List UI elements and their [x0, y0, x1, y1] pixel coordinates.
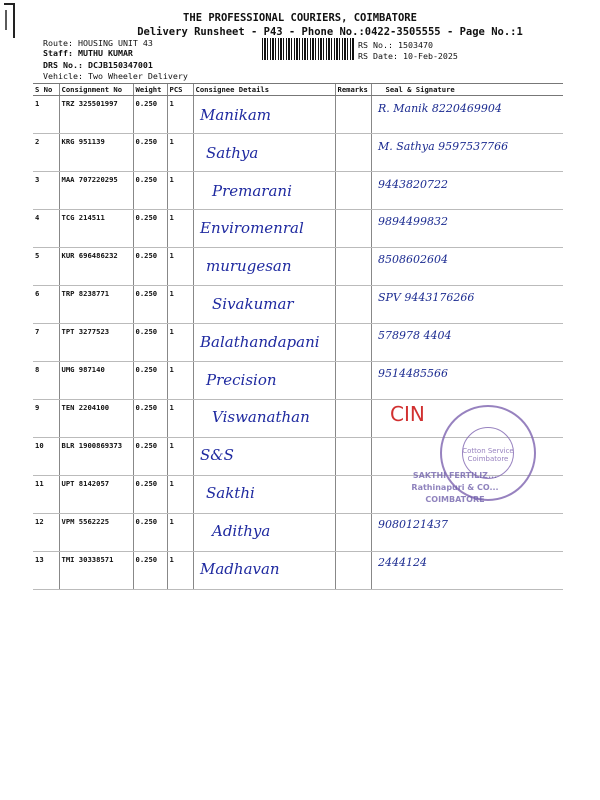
- cell-pcs: 1: [167, 438, 193, 476]
- handwritten-signature: 2444124: [378, 555, 427, 569]
- cell-pcs: 1: [167, 134, 193, 172]
- cell-weight: 0.250: [133, 552, 167, 590]
- handwritten-signature: M. Sathya 9597537766: [378, 139, 509, 153]
- cell-consignment: KRG 951139: [59, 134, 133, 172]
- col-weight: Weight: [133, 84, 167, 96]
- handwritten-signature: 9514485566: [378, 366, 448, 380]
- handwritten-consignee: Madhavan: [200, 559, 280, 578]
- company-title: THE PROFESSIONAL COURIERS, COIMBATORE: [183, 12, 417, 24]
- cell-remarks: [335, 286, 371, 324]
- handwritten-consignee: S&S: [200, 446, 234, 465]
- cell-weight: 0.250: [133, 96, 167, 134]
- cell-pcs: 1: [167, 248, 193, 286]
- round-seal-text: Cotton Service Coimbatore: [462, 447, 514, 463]
- cell-pcs: 1: [167, 476, 193, 514]
- cell-consignment: TRZ 325501997: [59, 96, 133, 134]
- cell-weight: 0.250: [133, 172, 167, 210]
- cell-consignment: TPT 3277523: [59, 324, 133, 362]
- rubber-stamp: [370, 470, 540, 525]
- cin-mark: CIN: [390, 402, 425, 426]
- col-seal: Seal & Signature: [371, 84, 563, 96]
- cell-sno: 9: [33, 400, 59, 438]
- vehicle-value: Two Wheeler Delivery: [87, 71, 188, 81]
- cell-pcs: 1: [167, 514, 193, 552]
- cell-remarks: [335, 400, 371, 438]
- cell-sno: 7: [33, 324, 59, 362]
- rs-no-value: 1503470: [397, 40, 433, 50]
- cell-remarks: [335, 362, 371, 400]
- barcode: [262, 38, 354, 60]
- handwritten-signature: R. Manik 8220469904: [378, 102, 502, 115]
- cell-weight: 0.250: [133, 438, 167, 476]
- cell-consignment: VPM 5562225: [59, 514, 133, 552]
- cell-consignment: KUR 696486232: [59, 248, 133, 286]
- cell-pcs: 1: [167, 552, 193, 590]
- cell-sno: 12: [33, 514, 59, 552]
- rs-no-line: [358, 40, 433, 50]
- cell-pcs: 1: [167, 96, 193, 134]
- handwritten-signature: SPV 9443176266: [378, 291, 475, 304]
- handwritten-consignee: Precision: [206, 370, 277, 389]
- handwritten-signature: 578978 4404: [378, 328, 452, 342]
- route-line: [43, 38, 153, 48]
- table-header-row: [33, 84, 563, 96]
- handwritten-consignee: Enviromenral: [200, 219, 304, 238]
- cell-sno: 5: [33, 248, 59, 286]
- cell-weight: 0.250: [133, 400, 167, 438]
- cell-pcs: 1: [167, 362, 193, 400]
- col-sno: S No: [33, 84, 59, 96]
- rs-no-label: RS No.:: [358, 40, 393, 50]
- cell-pcs: 1: [167, 400, 193, 438]
- cell-weight: 0.250: [133, 514, 167, 552]
- rubber-stamp-line-1: SAKTHI FERTILIZ...: [412, 471, 498, 480]
- rubber-stamp-line-3: COIMBATORE: [425, 495, 485, 504]
- cell-remarks: [335, 324, 371, 362]
- cell-sno: 1: [33, 96, 59, 134]
- staff-value: MUTHU KUMAR: [77, 48, 133, 58]
- cell-remarks: [335, 96, 371, 134]
- handwritten-consignee: Premarani: [212, 181, 292, 200]
- rubber-stamp-line-2: Rathinapuri & CO...: [411, 483, 499, 492]
- cell-consignment: TEN 2204100: [59, 400, 133, 438]
- cell-consignment: TCG 214511: [59, 210, 133, 248]
- cell-pcs: 1: [167, 210, 193, 248]
- cell-sno: 13: [33, 552, 59, 590]
- table-row: [33, 248, 563, 286]
- handwritten-consignee: Viswanathan: [212, 408, 310, 427]
- cell-remarks: [335, 248, 371, 286]
- cell-consignment: BLR 1900869373: [59, 438, 133, 476]
- cell-consignment: UPT 8142057: [59, 476, 133, 514]
- handwritten-signature: 9443820722: [378, 177, 448, 191]
- cell-weight: 0.250: [133, 210, 167, 248]
- cell-remarks: [335, 476, 371, 514]
- cell-sno: 10: [33, 438, 59, 476]
- runsheet-subtitle: Delivery Runsheet - P43 - Phone No.:0422-3505555 - Page No.:1: [137, 26, 523, 38]
- route-label: Route:: [43, 38, 73, 48]
- col-pcs: PCS: [167, 84, 193, 96]
- cell-sno: 6: [33, 286, 59, 324]
- handwritten-consignee: Sathya: [206, 143, 259, 162]
- table-row: [33, 172, 563, 210]
- cell-consignment: TRP 8238771: [59, 286, 133, 324]
- staff-line: [43, 48, 133, 58]
- table-row: [33, 552, 563, 590]
- vehicle-label: Vehicle:: [43, 71, 83, 81]
- cell-pcs: 1: [167, 324, 193, 362]
- col-consignment: Consignment No: [59, 84, 133, 96]
- handwritten-signature: 9080121437: [378, 517, 448, 531]
- cell-sno: 3: [33, 172, 59, 210]
- cell-weight: 0.250: [133, 248, 167, 286]
- cell-sno: 8: [33, 362, 59, 400]
- cell-sno: 11: [33, 476, 59, 514]
- cell-pcs: 1: [167, 172, 193, 210]
- handwritten-consignee: murugesan: [206, 257, 292, 276]
- cell-pcs: 1: [167, 286, 193, 324]
- vehicle-line: [43, 71, 188, 81]
- staff-label: Staff:: [43, 48, 73, 58]
- drs-line: [43, 60, 153, 70]
- cell-consignment: TMI 30338571: [59, 552, 133, 590]
- cell-weight: 0.250: [133, 324, 167, 362]
- drs-label: DRS No.:: [43, 60, 83, 70]
- cell-weight: 0.250: [133, 286, 167, 324]
- cell-remarks: [335, 438, 371, 476]
- rs-date-line: [358, 51, 458, 61]
- cell-weight: 0.250: [133, 362, 167, 400]
- cell-sno: 4: [33, 210, 59, 248]
- cell-remarks: [335, 210, 371, 248]
- route-value: HOUSING UNIT 43: [77, 38, 153, 48]
- cell-remarks: [335, 514, 371, 552]
- handwritten-consignee: Sivakumar: [212, 295, 294, 313]
- col-remarks: Remarks: [335, 84, 371, 96]
- table-row: [33, 362, 563, 400]
- rs-date-label: RS Date:: [358, 51, 398, 61]
- handwritten-consignee: Balathandapani: [200, 332, 320, 351]
- handwritten-consignee: Manikam: [200, 106, 272, 124]
- cell-weight: 0.250: [133, 134, 167, 172]
- handwritten-signature: 9894499832: [378, 215, 448, 229]
- cell-remarks: [335, 134, 371, 172]
- handwritten-consignee: Sakthi: [206, 484, 255, 502]
- rs-date-value: 10-Feb-2025: [402, 51, 458, 61]
- cell-consignment: UMG 987140: [59, 362, 133, 400]
- handwritten-consignee: Adithya: [212, 521, 271, 540]
- cell-consignment: MAA 707220295: [59, 172, 133, 210]
- cell-remarks: [335, 172, 371, 210]
- cell-sno: 2: [33, 134, 59, 172]
- cell-weight: 0.250: [133, 476, 167, 514]
- col-consignee: Consignee Details: [193, 84, 335, 96]
- handwritten-signature: 8508602604: [378, 253, 448, 267]
- table-row: [33, 286, 563, 324]
- drs-value: DCJB150347001: [87, 60, 153, 70]
- cell-remarks: [335, 552, 371, 590]
